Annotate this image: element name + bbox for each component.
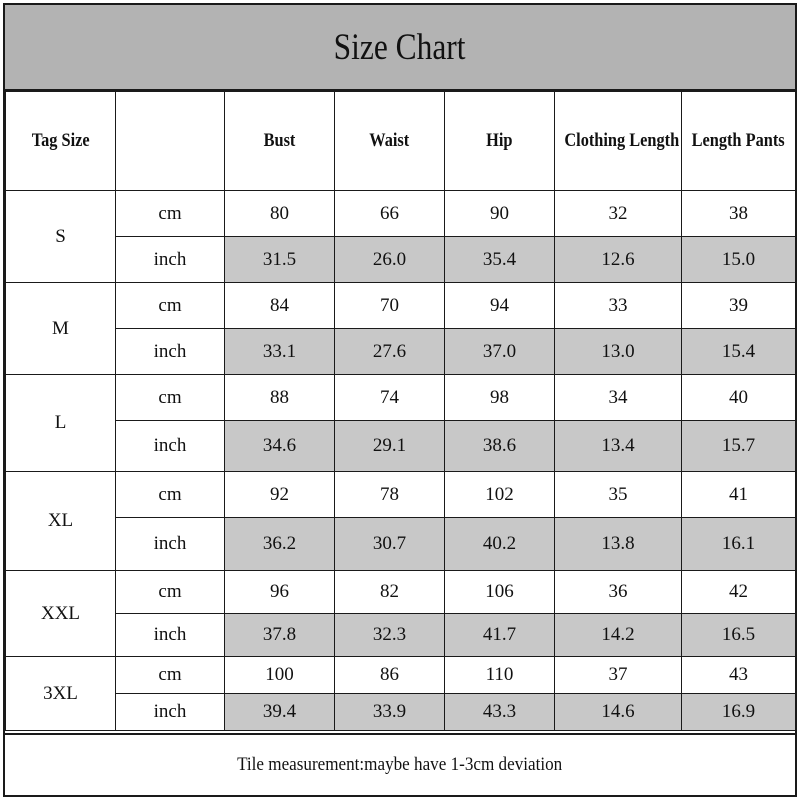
size-label-cell: M bbox=[6, 283, 116, 375]
footer-note bbox=[5, 733, 795, 795]
unit-cell: cm bbox=[116, 191, 225, 237]
measurement-cell: 37.0 bbox=[445, 329, 555, 375]
measurement-cell: 32.3 bbox=[335, 614, 445, 657]
header-waist: Waist bbox=[335, 92, 445, 191]
unit-cell: cm bbox=[116, 571, 225, 614]
measurement-cell: 15.4 bbox=[682, 329, 796, 375]
unit-cell: cm bbox=[116, 657, 225, 694]
measurement-cell: 43.3 bbox=[445, 694, 555, 731]
measurement-cell: 16.1 bbox=[682, 518, 796, 571]
measurement-cell: 40.2 bbox=[445, 518, 555, 571]
table-row bbox=[6, 614, 796, 657]
measurement-cell: 100 bbox=[225, 657, 335, 694]
measurement-cell: 34.6 bbox=[225, 421, 335, 472]
size-label-cell: XL bbox=[6, 472, 116, 571]
measurement-cell: 66 bbox=[335, 191, 445, 237]
measurement-cell: 78 bbox=[335, 472, 445, 518]
measurement-cell: 32 bbox=[555, 191, 682, 237]
size-table-body bbox=[6, 191, 796, 731]
measurement-cell: 40 bbox=[682, 375, 796, 421]
measurement-cell: 27.6 bbox=[335, 329, 445, 375]
measurement-cell: 15.0 bbox=[682, 237, 796, 283]
measurement-cell: 38.6 bbox=[445, 421, 555, 472]
table-row bbox=[6, 421, 796, 472]
measurement-cell: 31.5 bbox=[225, 237, 335, 283]
measurement-cell: 39.4 bbox=[225, 694, 335, 731]
measurement-cell: 92 bbox=[225, 472, 335, 518]
measurement-cell: 36 bbox=[555, 571, 682, 614]
measurement-cell: 88 bbox=[225, 375, 335, 421]
header-clothing-length: Clothing Length bbox=[555, 92, 682, 191]
header-tag-size: Tag Size bbox=[6, 92, 116, 191]
size-label-cell: L bbox=[6, 375, 116, 472]
unit-cell: inch bbox=[116, 518, 225, 571]
size-chart-sheet bbox=[3, 3, 797, 797]
measurement-cell: 34 bbox=[555, 375, 682, 421]
table-row bbox=[6, 694, 796, 731]
measurement-cell: 82 bbox=[335, 571, 445, 614]
measurement-cell: 80 bbox=[225, 191, 335, 237]
measurement-cell: 30.7 bbox=[335, 518, 445, 571]
header-unit bbox=[116, 92, 225, 191]
measurement-cell: 33.1 bbox=[225, 329, 335, 375]
measurement-cell: 110 bbox=[445, 657, 555, 694]
size-label-cell: S bbox=[6, 191, 116, 283]
measurement-cell: 13.8 bbox=[555, 518, 682, 571]
table-row bbox=[6, 472, 796, 518]
measurement-cell: 35.4 bbox=[445, 237, 555, 283]
measurement-cell: 37 bbox=[555, 657, 682, 694]
measurement-cell: 14.6 bbox=[555, 694, 682, 731]
unit-cell: inch bbox=[116, 329, 225, 375]
measurement-cell: 74 bbox=[335, 375, 445, 421]
unit-cell: inch bbox=[116, 694, 225, 731]
measurement-cell: 94 bbox=[445, 283, 555, 329]
measurement-cell: 15.7 bbox=[682, 421, 796, 472]
measurement-cell: 35 bbox=[555, 472, 682, 518]
measurement-cell: 33.9 bbox=[335, 694, 445, 731]
measurement-cell: 90 bbox=[445, 191, 555, 237]
measurement-cell: 96 bbox=[225, 571, 335, 614]
measurement-cell: 26.0 bbox=[335, 237, 445, 283]
measurement-cell: 84 bbox=[225, 283, 335, 329]
table-row bbox=[6, 518, 796, 571]
unit-cell: inch bbox=[116, 614, 225, 657]
page-title: Size Chart bbox=[334, 26, 466, 68]
measurement-cell: 102 bbox=[445, 472, 555, 518]
measurement-cell: 42 bbox=[682, 571, 796, 614]
measurement-cell: 41 bbox=[682, 472, 796, 518]
unit-cell: cm bbox=[116, 375, 225, 421]
size-chart-title-bar bbox=[5, 5, 795, 91]
header-row bbox=[6, 92, 796, 191]
unit-cell: cm bbox=[116, 283, 225, 329]
footer-note-text: Tile measurement:maybe have 1-3cm deviation bbox=[237, 754, 563, 775]
measurement-cell: 43 bbox=[682, 657, 796, 694]
measurement-cell: 37.8 bbox=[225, 614, 335, 657]
table-row bbox=[6, 329, 796, 375]
table-row bbox=[6, 571, 796, 614]
measurement-cell: 98 bbox=[445, 375, 555, 421]
measurement-cell: 38 bbox=[682, 191, 796, 237]
measurement-cell: 106 bbox=[445, 571, 555, 614]
measurement-cell: 70 bbox=[335, 283, 445, 329]
table-row bbox=[6, 375, 796, 421]
measurement-cell: 13.0 bbox=[555, 329, 682, 375]
table-row bbox=[6, 191, 796, 237]
measurement-cell: 12.6 bbox=[555, 237, 682, 283]
table-row bbox=[6, 283, 796, 329]
measurement-cell: 36.2 bbox=[225, 518, 335, 571]
header-length-pants: Length Pants bbox=[682, 92, 796, 191]
size-label-cell: XXL bbox=[6, 571, 116, 657]
unit-cell: inch bbox=[116, 237, 225, 283]
measurement-cell: 13.4 bbox=[555, 421, 682, 472]
table-row bbox=[6, 237, 796, 283]
measurement-cell: 33 bbox=[555, 283, 682, 329]
measurement-cell: 39 bbox=[682, 283, 796, 329]
unit-cell: cm bbox=[116, 472, 225, 518]
measurement-cell: 86 bbox=[335, 657, 445, 694]
measurement-cell: 29.1 bbox=[335, 421, 445, 472]
header-hip: Hip bbox=[445, 92, 555, 191]
table-row bbox=[6, 657, 796, 694]
unit-cell: inch bbox=[116, 421, 225, 472]
measurement-cell: 16.5 bbox=[682, 614, 796, 657]
header-bust: Bust bbox=[225, 92, 335, 191]
measurement-cell: 41.7 bbox=[445, 614, 555, 657]
measurement-cell: 16.9 bbox=[682, 694, 796, 731]
size-label-cell: 3XL bbox=[6, 657, 116, 731]
measurement-cell: 14.2 bbox=[555, 614, 682, 657]
size-table bbox=[5, 91, 796, 731]
